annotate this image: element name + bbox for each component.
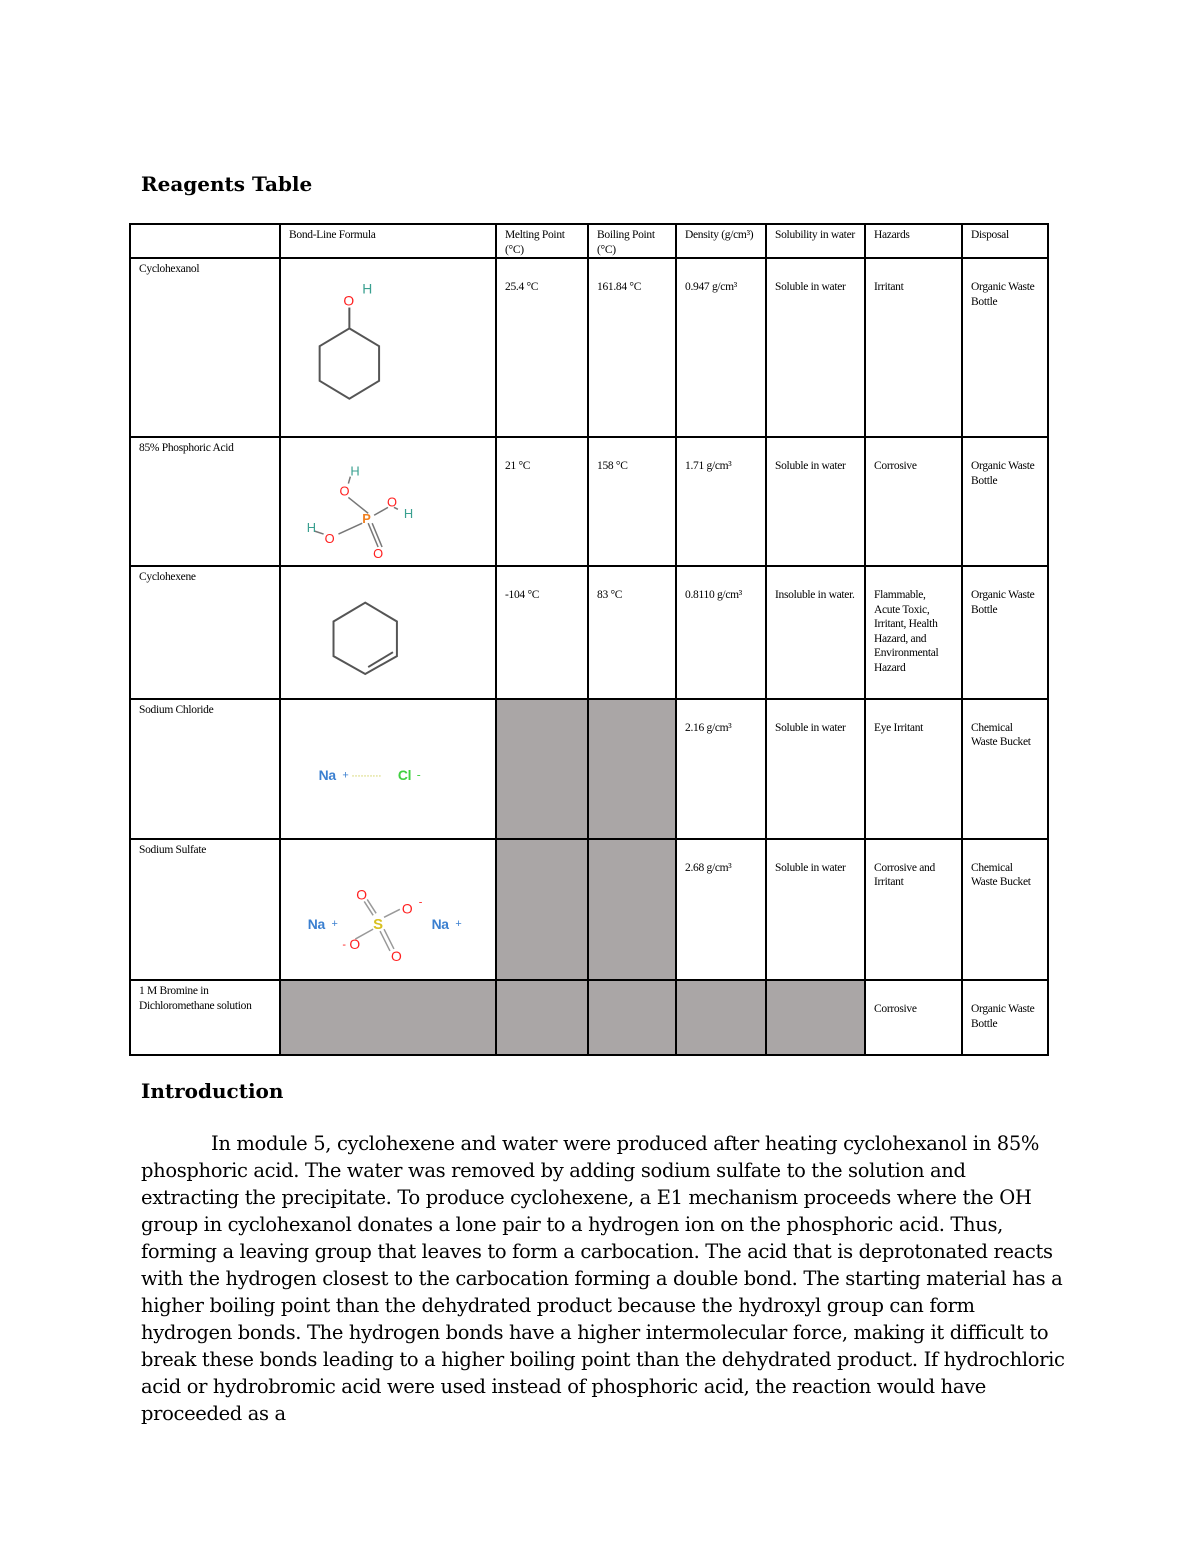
disposal-value: Chemical Waste Bucket <box>962 699 1048 839</box>
sodium-charge: + <box>331 917 338 930</box>
empty-grey-cell <box>676 980 766 1055</box>
hydrogen-label: H <box>350 463 360 479</box>
empty-grey-cell <box>496 839 588 981</box>
oxygen-label: O <box>390 947 402 964</box>
header-name <box>130 224 280 258</box>
empty-grey-cell <box>280 980 496 1055</box>
cyclohexanol-structure <box>280 258 496 437</box>
density-value: 1.71 g/cm³ <box>676 437 766 566</box>
disposal-text: Organic Waste Bottle <box>971 1003 1035 1030</box>
sodium-charge: + <box>342 769 349 782</box>
table-row <box>130 839 1048 981</box>
hazards-value: Eye Irritant <box>865 699 962 839</box>
boiling-point-value: 158 °C <box>588 437 676 566</box>
sodium-label: Na <box>431 915 449 932</box>
table-row <box>130 980 1048 1055</box>
chlorine-charge: - <box>416 767 421 782</box>
phosphoric-acid-diagram <box>281 438 495 565</box>
sodium-charge: + <box>455 917 462 930</box>
reagent-name: Cyclohexene <box>130 566 280 699</box>
cyclohexene-structure <box>280 566 496 699</box>
solubility-value: Soluble in water <box>766 437 865 566</box>
density-value: 0.8110 g/cm³ <box>676 566 766 699</box>
oxygen-label: O <box>401 899 413 916</box>
empty-grey-cell <box>588 980 676 1055</box>
sodium-chloride-diagram <box>281 700 495 838</box>
header-hazards: Hazards <box>865 224 962 258</box>
hazards-value: Irritant <box>865 258 962 437</box>
reagent-name: Sodium Chloride <box>130 699 280 839</box>
solubility-value: Soluble in water <box>766 699 865 839</box>
header-melting-point: Melting Point (°C) <box>496 224 588 258</box>
sulfur-label: S <box>373 916 383 933</box>
solubility-value: Insoluble in water. <box>766 566 865 699</box>
boiling-point-value: 161.84 °C <box>588 258 676 437</box>
solubility-value: Soluble in water <box>766 258 865 437</box>
introduction-paragraph: In module 5, cyclohexene and water were produced after heating cyclohexanol in 85% phosphoric acid. The water was removed by adding sodium sulfate to the solution and extracting the precipitate. To produce cyclohexene, a E1 mechanism proceeds where the OH group in cyclohexanol donates a lone pair to a hydrogen ion on the phosphoric acid. Thus, forming a leaving group that leaves to form a carbocation. The acid that is deprotonated reacts with the hydrogen closest to the carbocation forming a double bond. The starting material has a higher boiling point than the dehydrated product because the hydroxyl group can form hydrogen bonds. The hydrogen bonds have a higher intermolecular force, making it difficult to break these bonds leading to a higher boiling point than the dehydrated product. If hydrochloric acid or hydrobromic acid were used instead of phosphoric acid, the reaction would have proceeded as a <box>141 1132 1065 1425</box>
reagent-name: Sodium Sulfate <box>130 839 280 981</box>
oxygen-label: O <box>349 935 360 952</box>
empty-grey-cell <box>496 699 588 839</box>
cyclohexene-diagram <box>281 567 495 698</box>
reagents-table <box>129 223 1049 1056</box>
melting-point-value: 25.4 °C <box>496 258 588 437</box>
empty-grey-cell <box>588 699 676 839</box>
density-value: 2.68 g/cm³ <box>676 839 766 981</box>
solubility-value: Soluble in water <box>766 839 865 981</box>
empty-grey-cell <box>496 980 588 1055</box>
disposal-value: Organic Waste Bottle <box>962 258 1048 437</box>
table-row <box>130 566 1048 699</box>
table-header-row <box>130 224 1048 258</box>
disposal-value: Organic Waste Bottle <box>962 566 1048 699</box>
phosphoric-acid-structure <box>280 437 496 566</box>
empty-grey-cell <box>588 839 676 981</box>
oxygen-charge: - <box>418 895 423 908</box>
table-row <box>130 437 1048 566</box>
header-boiling-point: Boiling Point (°C) <box>588 224 676 258</box>
hydrogen-label: H <box>306 520 316 536</box>
hydrogen-label: H <box>362 280 372 297</box>
sodium-label: Na <box>318 767 336 784</box>
empty-grey-cell <box>766 980 865 1055</box>
hydrogen-label: H <box>403 506 413 522</box>
sodium-chloride-structure <box>280 699 496 839</box>
disposal-value <box>962 980 1048 1055</box>
boiling-point-value: 83 °C <box>588 566 676 699</box>
melting-point-value: -104 °C <box>496 566 588 699</box>
table-row <box>130 258 1048 437</box>
hazards-value: Flammable, Acute Toxic, Irritant, Health Hazard, and Environmental Hazard <box>865 566 962 699</box>
chlorine-label: Cl <box>397 767 412 784</box>
density-value: 2.16 g/cm³ <box>676 699 766 839</box>
oxygen-label: O <box>387 494 397 510</box>
disposal-value: Chemical Waste Bucket <box>962 839 1048 981</box>
oxygen-label: O <box>339 483 350 499</box>
header-disposal: Disposal <box>962 224 1048 258</box>
oxygen-label: O <box>356 886 367 903</box>
sodium-sulfate-diagram <box>281 840 495 980</box>
oxygen-label: O <box>373 546 383 562</box>
oxygen-charge: - <box>342 938 346 951</box>
header-solubility: Solubility in water <box>766 224 865 258</box>
hazards-value: Corrosive and Irritant <box>865 839 962 981</box>
oxygen-label: O <box>324 531 335 547</box>
density-value: 0.947 g/cm³ <box>676 258 766 437</box>
sodium-sulfate-structure <box>280 839 496 981</box>
table-row <box>130 699 1048 839</box>
hazards-text: Corrosive <box>874 1003 917 1016</box>
introduction-heading: Introduction <box>141 1079 284 1103</box>
hazards-value: Corrosive <box>865 437 962 566</box>
hazards-value <box>865 980 962 1055</box>
header-formula: Bond-Line Formula <box>280 224 496 258</box>
reagent-name: Cyclohexanol <box>130 258 280 437</box>
oxygen-label: O <box>343 292 354 309</box>
reagent-name: 1 M Bromine in Dichloromethane solution <box>130 980 280 1055</box>
reagents-table-title: Reagents Table <box>141 172 313 196</box>
reagent-name: 85% Phosphoric Acid <box>130 437 280 566</box>
sodium-label: Na <box>307 915 325 932</box>
phosphorus-label: P <box>362 511 371 527</box>
disposal-value: Organic Waste Bottle <box>962 437 1048 566</box>
ionic-bond-dots: ·········· <box>351 770 382 782</box>
cyclohexanol-diagram <box>281 259 495 436</box>
melting-point-value: 21 °C <box>496 437 588 566</box>
header-density: Density (g/cm³) <box>676 224 766 258</box>
